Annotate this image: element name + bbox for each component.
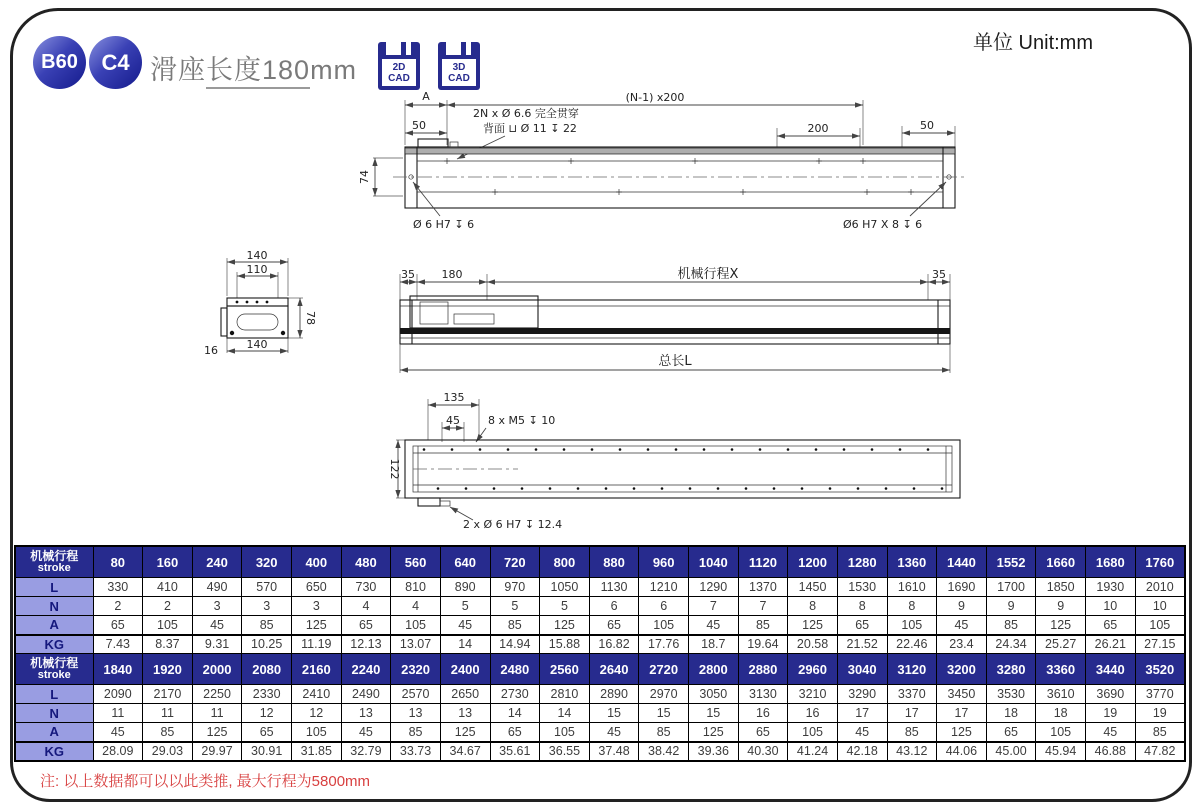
dim-135: 135	[443, 391, 465, 404]
stroke-value-cell: 320	[242, 546, 292, 578]
cell-n: 9	[986, 597, 1036, 616]
cad-3d-label-top: 3D	[452, 61, 466, 73]
model-badge-c4: C4	[89, 36, 142, 89]
stroke-value-cell: 1120	[738, 546, 788, 578]
stroke-value-cell: 400	[292, 546, 342, 578]
row-label-kg: KG	[15, 635, 93, 654]
cell-n: 18	[986, 704, 1036, 723]
cell-l: 1530	[837, 578, 887, 597]
cell-kg: 12.13	[341, 635, 391, 654]
stroke-spec-table	[14, 545, 1186, 762]
cell-kg: 14	[440, 635, 490, 654]
stroke-value-cell: 2400	[440, 654, 490, 685]
cell-a: 125	[292, 616, 342, 635]
label-hole-right: Ø6 H7 X 8 ↧ 6	[843, 218, 923, 231]
cad-3d-download-icon[interactable]	[438, 42, 480, 90]
cell-a: 45	[192, 616, 242, 635]
cell-l: 3050	[689, 685, 739, 704]
label-h7: 2 x Ø 6 H7 ↧ 12.4	[463, 518, 563, 531]
cell-l: 3690	[1086, 685, 1136, 704]
row-label-kg: KG	[15, 742, 93, 761]
row-label-l: L	[15, 685, 93, 704]
top-view-drawing	[355, 88, 975, 238]
dim-140-top: 140	[246, 250, 268, 262]
cell-n: 14	[540, 704, 590, 723]
cell-n: 3	[292, 597, 342, 616]
cell-l: 1700	[986, 578, 1036, 597]
cell-kg: 44.06	[937, 742, 987, 761]
cell-l: 1370	[738, 578, 788, 597]
cell-l: 3210	[788, 685, 838, 704]
cad-3d-label-bottom: CAD	[448, 72, 470, 84]
cell-a: 45	[837, 723, 887, 742]
cell-l: 2090	[93, 685, 143, 704]
bottom-view-drawing	[383, 375, 983, 540]
cell-l: 2570	[391, 685, 441, 704]
cell-kg: 11.19	[292, 635, 342, 654]
table-row-a	[15, 616, 1185, 635]
cell-l: 330	[93, 578, 143, 597]
stroke-value-cell: 1920	[143, 654, 193, 685]
stroke-value-cell: 160	[143, 546, 193, 578]
stroke-value-cell: 1280	[837, 546, 887, 578]
stroke-value-cell: 2720	[639, 654, 689, 685]
dim-110: 110	[246, 263, 268, 276]
cell-a: 65	[93, 616, 143, 635]
cell-a: 45	[1086, 723, 1136, 742]
dim-180: 180	[441, 268, 463, 281]
stroke-header-label	[15, 654, 93, 685]
cell-a: 105	[639, 616, 689, 635]
cell-kg: 34.67	[440, 742, 490, 761]
cell-n: 15	[639, 704, 689, 723]
cell-kg: 32.79	[341, 742, 391, 761]
cell-kg: 16.82	[589, 635, 639, 654]
cell-l: 3530	[986, 685, 1036, 704]
table-row-n	[15, 597, 1185, 616]
cell-n: 2	[93, 597, 143, 616]
cell-kg: 47.82	[1135, 742, 1185, 761]
stroke-value-cell: 1552	[986, 546, 1036, 578]
cell-l: 2410	[292, 685, 342, 704]
cell-a: 125	[440, 723, 490, 742]
stroke-value-cell: 720	[490, 546, 540, 578]
cell-n: 15	[589, 704, 639, 723]
cell-l: 3770	[1135, 685, 1185, 704]
row-label-n: N	[15, 704, 93, 723]
cell-a: 85	[639, 723, 689, 742]
cell-a: 65	[341, 616, 391, 635]
hole-note-line1: 2N x Ø 6.6 完全贯穿	[473, 107, 579, 120]
cell-n: 7	[689, 597, 739, 616]
stroke-value-cell: 1200	[788, 546, 838, 578]
cell-n: 10	[1135, 597, 1185, 616]
cell-a: 105	[887, 616, 937, 635]
cell-n: 7	[738, 597, 788, 616]
dim-a: A	[422, 90, 430, 103]
stroke-value-cell: 1660	[1036, 546, 1086, 578]
cell-a: 65	[837, 616, 887, 635]
cell-kg: 28.09	[93, 742, 143, 761]
cell-n: 3	[192, 597, 242, 616]
cell-n: 14	[490, 704, 540, 723]
cell-l: 810	[391, 578, 441, 597]
cell-kg: 29.97	[192, 742, 242, 761]
cell-a: 105	[540, 723, 590, 742]
cell-a: 45	[93, 723, 143, 742]
table-row-l	[15, 685, 1185, 704]
cell-l: 2890	[589, 685, 639, 704]
hole-note-line2: 背面 ⊔ Ø 11 ↧ 22	[483, 122, 577, 135]
stroke-value-cell: 2960	[788, 654, 838, 685]
cell-a: 45	[937, 616, 987, 635]
cell-l: 2490	[341, 685, 391, 704]
cell-kg: 39.36	[689, 742, 739, 761]
cell-kg: 36.55	[540, 742, 590, 761]
table-row-kg	[15, 742, 1185, 761]
cell-a: 125	[788, 616, 838, 635]
title-underlined: 长度180	[206, 55, 310, 89]
dim-78: 78	[304, 311, 317, 325]
cell-l: 3130	[738, 685, 788, 704]
cell-kg: 10.25	[242, 635, 292, 654]
cell-n: 5	[490, 597, 540, 616]
stroke-value-cell: 880	[589, 546, 639, 578]
cell-a: 105	[391, 616, 441, 635]
cell-kg: 20.58	[788, 635, 838, 654]
cell-n: 17	[837, 704, 887, 723]
cell-kg: 7.43	[93, 635, 143, 654]
dim-50-right: 50	[920, 119, 934, 132]
stroke-value-cell: 2000	[192, 654, 242, 685]
stroke-value-cell: 1840	[93, 654, 143, 685]
stroke-label-cn: 机械行程	[30, 548, 79, 563]
cell-kg: 40.30	[738, 742, 788, 761]
cell-kg: 35.61	[490, 742, 540, 761]
label-m5: 8 x M5 ↧ 10	[488, 414, 556, 427]
dim-74: 74	[358, 170, 371, 184]
stroke-value-cell: 3520	[1135, 654, 1185, 685]
stroke-value-cell: 2080	[242, 654, 292, 685]
label-total-length: 总长L	[658, 354, 692, 369]
stroke-value-cell: 3200	[937, 654, 987, 685]
cell-n: 3	[242, 597, 292, 616]
cell-l: 3290	[837, 685, 887, 704]
cell-n: 13	[440, 704, 490, 723]
cell-kg: 46.88	[1086, 742, 1136, 761]
title-suffix: mm	[310, 55, 358, 85]
cell-n: 11	[93, 704, 143, 723]
cell-kg: 45.94	[1036, 742, 1086, 761]
cell-l: 650	[292, 578, 342, 597]
stroke-value-cell: 480	[341, 546, 391, 578]
cell-kg: 26.21	[1086, 635, 1136, 654]
cell-l: 3370	[887, 685, 937, 704]
cell-kg: 13.07	[391, 635, 441, 654]
stroke-value-cell: 1440	[937, 546, 987, 578]
stroke-value-cell: 2640	[589, 654, 639, 685]
cell-kg: 18.7	[689, 635, 739, 654]
label-hole-left: Ø 6 H7 ↧ 6	[413, 218, 475, 231]
cell-a: 65	[986, 723, 1036, 742]
cell-a: 85	[143, 723, 193, 742]
cell-kg: 15.88	[540, 635, 590, 654]
cell-kg: 27.15	[1135, 635, 1185, 654]
cell-a: 45	[440, 616, 490, 635]
cell-a: 85	[242, 616, 292, 635]
row-label-a: A	[15, 616, 93, 635]
cell-a: 65	[242, 723, 292, 742]
cell-kg: 31.85	[292, 742, 342, 761]
cell-kg: 19.64	[738, 635, 788, 654]
cell-n: 18	[1036, 704, 1086, 723]
cell-n: 4	[341, 597, 391, 616]
cell-l: 1050	[540, 578, 590, 597]
cell-n: 19	[1135, 704, 1185, 723]
cell-l: 1290	[689, 578, 739, 597]
cell-n: 8	[837, 597, 887, 616]
cell-a: 125	[937, 723, 987, 742]
stroke-value-cell: 2560	[540, 654, 590, 685]
stroke-value-cell: 2880	[738, 654, 788, 685]
stroke-value-cell: 2240	[341, 654, 391, 685]
cell-a: 45	[689, 616, 739, 635]
dim-pitch: (N-1) x200	[625, 91, 685, 104]
cell-a: 85	[887, 723, 937, 742]
cell-n: 15	[689, 704, 739, 723]
stroke-value-cell: 3040	[837, 654, 887, 685]
cell-n: 13	[341, 704, 391, 723]
cell-l: 410	[143, 578, 193, 597]
cell-kg: 8.37	[143, 635, 193, 654]
cad-2d-label-top: 2D	[392, 61, 406, 73]
cell-kg: 24.34	[986, 635, 1036, 654]
cell-l: 2970	[639, 685, 689, 704]
side-view-drawing	[388, 252, 973, 380]
cell-a: 125	[540, 616, 590, 635]
cell-a: 125	[192, 723, 242, 742]
cell-n: 6	[589, 597, 639, 616]
cell-a: 105	[143, 616, 193, 635]
cell-l: 490	[192, 578, 242, 597]
cell-l: 3610	[1036, 685, 1086, 704]
cell-kg: 23.4	[937, 635, 987, 654]
cell-n: 4	[391, 597, 441, 616]
cell-kg: 33.73	[391, 742, 441, 761]
cell-kg: 38.42	[639, 742, 689, 761]
stroke-value-cell: 2480	[490, 654, 540, 685]
cell-a: 65	[1086, 616, 1136, 635]
cell-a: 105	[1036, 723, 1086, 742]
stroke-value-cell: 2160	[292, 654, 342, 685]
cell-l: 1130	[589, 578, 639, 597]
page-title	[150, 48, 357, 87]
cell-n: 13	[391, 704, 441, 723]
cell-a: 125	[689, 723, 739, 742]
cell-l: 730	[341, 578, 391, 597]
cell-n: 17	[937, 704, 987, 723]
stroke-value-cell: 1760	[1135, 546, 1185, 578]
cell-n: 5	[540, 597, 590, 616]
cell-a: 85	[986, 616, 1036, 635]
cell-l: 2650	[440, 685, 490, 704]
cell-l: 2170	[143, 685, 193, 704]
dim-16: 16	[204, 344, 218, 357]
cell-n: 5	[440, 597, 490, 616]
cell-a: 105	[1135, 616, 1185, 635]
cell-n: 12	[242, 704, 292, 723]
cell-kg: 41.24	[788, 742, 838, 761]
cell-l: 2810	[540, 685, 590, 704]
dim-200: 200	[807, 122, 829, 135]
stroke-value-cell: 3360	[1036, 654, 1086, 685]
cell-kg: 30.91	[242, 742, 292, 761]
stroke-value-cell: 560	[391, 546, 441, 578]
cell-l: 1690	[937, 578, 987, 597]
cell-kg: 25.27	[1036, 635, 1086, 654]
cell-l: 970	[490, 578, 540, 597]
cell-n: 8	[887, 597, 937, 616]
cell-l: 1610	[887, 578, 937, 597]
table-row-kg	[15, 635, 1185, 654]
cell-kg: 9.31	[192, 635, 242, 654]
section-view-drawing	[185, 250, 375, 378]
cell-l: 2250	[192, 685, 242, 704]
cell-a: 85	[391, 723, 441, 742]
unit-label: 单位 Unit:mm	[973, 32, 1093, 54]
dim-122: 122	[388, 458, 401, 480]
cell-l: 1210	[639, 578, 689, 597]
cell-kg: 14.94	[490, 635, 540, 654]
cell-l: 1850	[1036, 578, 1086, 597]
cell-n: 17	[887, 704, 937, 723]
stroke-label-cn: 机械行程	[30, 655, 79, 670]
stroke-value-cell: 640	[440, 546, 490, 578]
row-label-n: N	[15, 597, 93, 616]
cell-a: 105	[292, 723, 342, 742]
cell-l: 570	[242, 578, 292, 597]
cell-a: 85	[738, 616, 788, 635]
stroke-value-cell: 3120	[887, 654, 937, 685]
cell-n: 6	[639, 597, 689, 616]
cell-n: 2	[143, 597, 193, 616]
cell-kg: 17.76	[639, 635, 689, 654]
cell-n: 11	[143, 704, 193, 723]
model-badge-b60: B60	[33, 36, 86, 89]
cell-l: 2730	[490, 685, 540, 704]
cell-kg: 22.46	[887, 635, 937, 654]
cell-a: 65	[589, 616, 639, 635]
stroke-value-cell: 960	[639, 546, 689, 578]
table-row-n	[15, 704, 1185, 723]
stroke-value-cell: 3440	[1086, 654, 1136, 685]
stroke-header-row	[15, 546, 1185, 578]
row-label-a: A	[15, 723, 93, 742]
stroke-value-cell: 800	[540, 546, 590, 578]
cell-a: 45	[341, 723, 391, 742]
row-label-l: L	[15, 578, 93, 597]
hole-markers	[409, 158, 951, 195]
cell-n: 16	[788, 704, 838, 723]
stroke-value-cell: 1680	[1086, 546, 1136, 578]
cell-l: 2010	[1135, 578, 1185, 597]
table-row-l	[15, 578, 1185, 597]
cell-kg: 43.12	[887, 742, 937, 761]
stroke-label-en: stroke	[37, 561, 71, 574]
dim-140-bottom: 140	[246, 338, 268, 351]
stroke-value-cell: 1040	[689, 546, 739, 578]
stroke-value-cell: 3280	[986, 654, 1036, 685]
cell-l: 1930	[1086, 578, 1136, 597]
cell-kg: 29.03	[143, 742, 193, 761]
cell-l: 3450	[937, 685, 987, 704]
floppy-slot	[406, 42, 411, 55]
cad-2d-label-bottom: CAD	[388, 72, 410, 84]
stroke-value-cell: 240	[192, 546, 242, 578]
cell-a: 85	[1135, 723, 1185, 742]
cell-l: 890	[440, 578, 490, 597]
cell-n: 12	[292, 704, 342, 723]
cell-n: 10	[1086, 597, 1136, 616]
cad-2d-download-icon[interactable]	[378, 42, 420, 90]
cell-a: 85	[490, 616, 540, 635]
floppy-slot	[386, 42, 401, 55]
stroke-header-row	[15, 654, 1185, 685]
title-prefix: 滑座	[150, 55, 206, 85]
cell-kg: 37.48	[589, 742, 639, 761]
label-stroke-x: 机械行程X	[677, 267, 739, 282]
cell-a: 65	[490, 723, 540, 742]
table-row-a	[15, 723, 1185, 742]
dim-50-left: 50	[412, 119, 426, 132]
floppy-slot	[466, 42, 471, 55]
cell-a: 45	[589, 723, 639, 742]
dim-35-right: 35	[932, 268, 946, 281]
cell-a: 125	[1036, 616, 1086, 635]
cell-a: 65	[738, 723, 788, 742]
footnote: 注: 以上数据都可以以此类推, 最大行程为5800mm	[40, 773, 371, 790]
cell-n: 16	[738, 704, 788, 723]
cell-l: 1450	[788, 578, 838, 597]
dim-35-left: 35	[401, 268, 415, 281]
stroke-label-en: stroke	[37, 668, 71, 681]
cell-a: 105	[788, 723, 838, 742]
floppy-slot	[446, 42, 461, 55]
stroke-value-cell: 80	[93, 546, 143, 578]
cell-kg: 21.52	[837, 635, 887, 654]
cell-l: 2330	[242, 685, 292, 704]
cell-n: 19	[1086, 704, 1136, 723]
stroke-header-label	[15, 546, 93, 578]
cell-n: 8	[788, 597, 838, 616]
cell-n: 9	[1036, 597, 1086, 616]
cell-kg: 45.00	[986, 742, 1036, 761]
stroke-value-cell: 2800	[689, 654, 739, 685]
stroke-value-cell: 2320	[391, 654, 441, 685]
cell-kg: 42.18	[837, 742, 887, 761]
cell-n: 11	[192, 704, 242, 723]
cell-n: 9	[937, 597, 987, 616]
stroke-value-cell: 1360	[887, 546, 937, 578]
dim-45: 45	[446, 414, 460, 427]
